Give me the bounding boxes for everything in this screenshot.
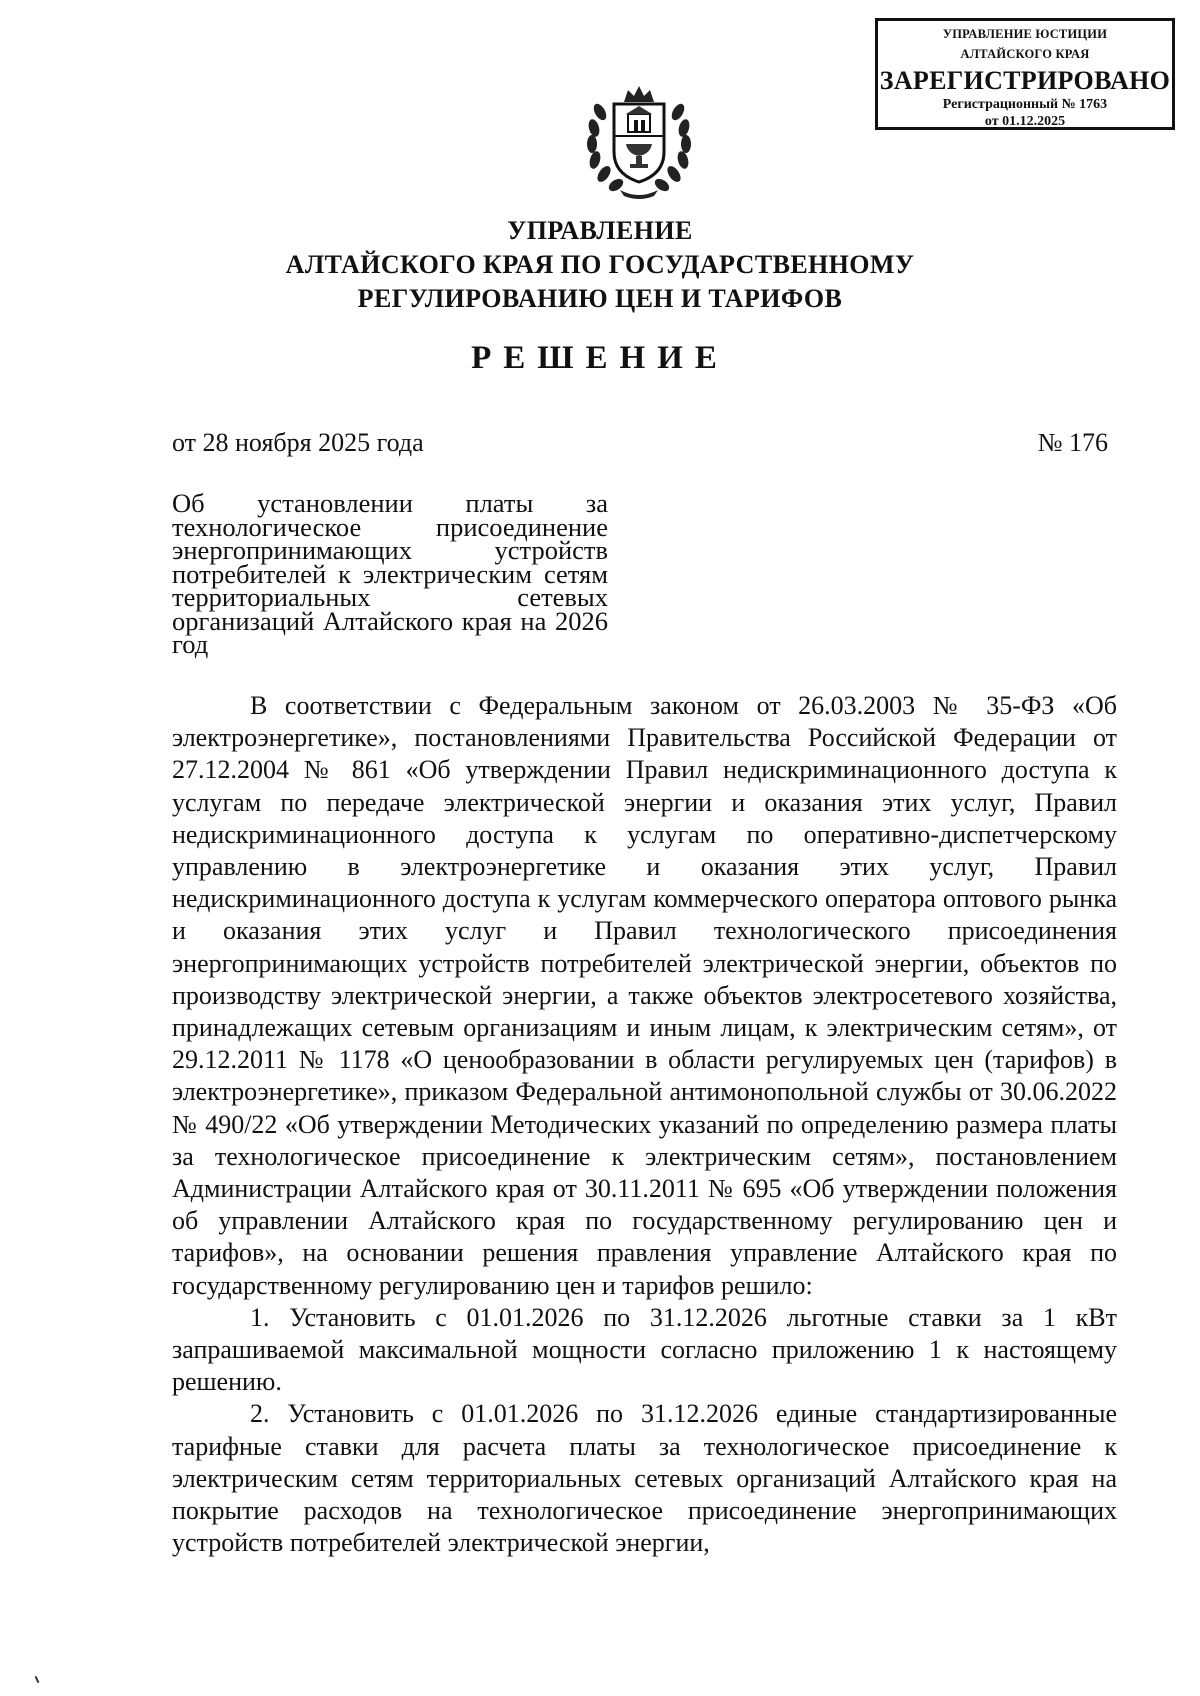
coat-of-arms-icon (580, 82, 698, 202)
document-type: РЕШЕНИЕ (471, 340, 729, 376)
issuing-authority (0, 214, 1200, 316)
preamble-paragraph: В соответствии с Федеральным законом от 26.03.2003 № 35-ФЗ «Об электроэнергетике», постановлениями Правительства Российской Федерации от 27.12.2004 № 861 «Об утверждении Правил недискриминационного доступа к услугам по передаче электрической энергии и оказания этих услуг, Правил недискриминационного доступа к услугам по оперативно-диспетчерскому управлению в электроэнергетике и оказания этих услуг, Правил недискриминационного доступа к услугам коммерческого оператора оптового рынка и оказания этих услуг и Правил технологического присоединения энергопринимающих устройств потребителей электрической энергии, объектов по производству электрической энергии, а также объектов электросетевого хозяйства, принадлежащих сетевым организациям и иным лицам, к электрическим сетям», от 29.12.2011 № 1178 «О ценообразовании в области регулируемых цен (тарифов) в электроэнергетике», приказом Федеральной антимонопольной службы от 30.06.2022 № 490/22 «Об утверждении Методических указаний по определению размера платы за технологическое присоединение к электрическим сетям», постановлением Администрации Алтайского края от 30.11.2011 № 695 «Об утверждении положения об управлении Алтайского края по государственному регулированию цен и тарифов», на основании решения правления управление Алтайского края по государственному регулированию цен и тарифов решило: (172, 691, 1117, 1300)
clause-1-paragraph: 1. Установить с 01.01.2026 по 31.12.2026 льготные ставки за 1 кВт запрашиваемой максимальной мощности согласно приложению 1 к настоящему решению. (172, 1302, 1117, 1397)
document-subject: Об установлении платы за технологическое присоединение энергопринимающих устройств потребителей к электрическим сетям территориальных сетевых организаций Алтайского края на 2026 год (172, 488, 608, 659)
document-number: № 176 (1037, 428, 1108, 457)
stamp-org-line-1: УПРАВЛЕНИЕ ЮСТИЦИИ (942, 27, 1108, 41)
stamp-org-line-2: АЛТАЙСКОГО КРАЯ (960, 47, 1090, 61)
stamp-reg-date: от 01.12.2025 (984, 114, 1066, 129)
document-body (172, 690, 1117, 1559)
authority-line-1: УПРАВЛЕНИЕ (507, 216, 693, 245)
scan-artifact (35, 1676, 40, 1683)
registration-stamp (875, 18, 1175, 130)
authority-line-3: РЕГУЛИРОВАНИЮ ЦЕН И ТАРИФОВ (357, 284, 843, 313)
document-date: от 28 ноября 2025 года (172, 428, 424, 457)
authority-line-2: АЛТАЙСКОГО КРАЯ ПО ГОСУДАРСТВЕННОМУ (285, 250, 915, 279)
stamp-status: ЗАРЕГИСТРИРОВАНО (879, 66, 1171, 95)
clause-2-paragraph: 2. Установить с 01.01.2026 по 31.12.2026 единые стандартизированные тарифные ставки для расчета платы за технологическое присоединение к электрическим сетям территориальных сетевых организаций Алтайского края на покрытие расходов на технологическое присоединение энергопринимающих устройств потребителей электрической энергии, (172, 1399, 1117, 1558)
stamp-reg-number: Регистрационный № 1763 (942, 97, 1108, 112)
